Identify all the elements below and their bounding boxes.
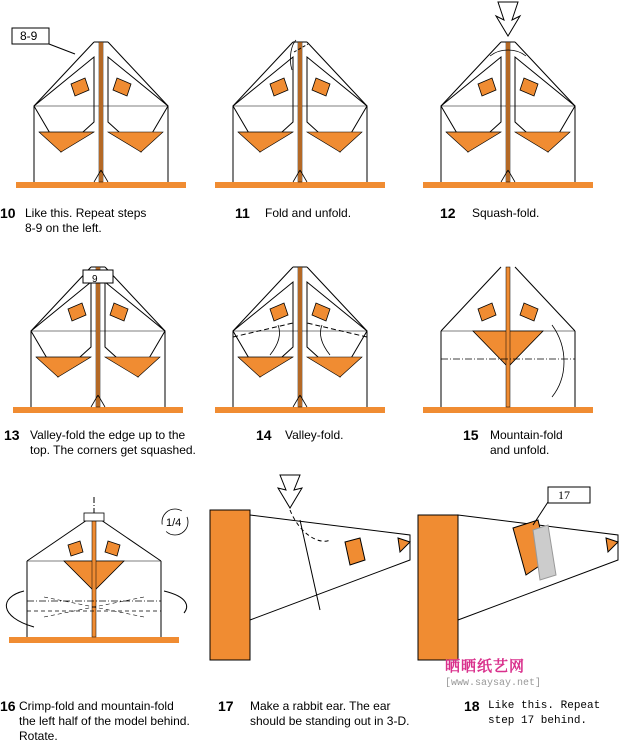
step-15-figure	[423, 267, 593, 413]
step-10-line-1: Like this. Repeat steps	[25, 206, 147, 220]
step-14-number: 14	[256, 427, 272, 443]
step-12-text: Squash-fold.	[472, 206, 540, 220]
step-16-line-3: Rotate.	[19, 729, 58, 743]
step-17-line-2: should be standing out in 3-D.	[250, 714, 410, 728]
step-13-text	[30, 428, 196, 458]
step-10-number: 10	[0, 205, 16, 221]
ref-label-8-9: 8-9	[20, 29, 38, 43]
step-16-line-2: the left half of the model behind.	[19, 714, 190, 728]
watermark-url: [www.saysay.net]	[445, 678, 542, 689]
step-11-number: 11	[235, 205, 250, 221]
step-16-number: 16	[0, 698, 16, 714]
step-12-figure	[423, 2, 593, 188]
step-17-number: 17	[218, 698, 234, 714]
step-10-line-2: 8-9 on the left.	[25, 221, 102, 235]
step-18-text	[488, 699, 600, 729]
step-17-text	[250, 699, 409, 729]
step-15-text	[490, 428, 563, 458]
step-13-line-2: top. The corners get squashed.	[30, 443, 196, 457]
ref-label-9: 9	[92, 274, 98, 285]
step-16-text	[19, 699, 190, 744]
step-15-number: 15	[463, 427, 479, 443]
step-15-line-2: and unfold.	[490, 443, 550, 457]
step-13-number: 13	[4, 427, 20, 443]
step-14-text: Valley-fold.	[285, 428, 344, 442]
step-16-figure	[6, 497, 186, 643]
rotate-label: 1/4	[166, 517, 182, 529]
step-18-number: 18	[464, 698, 480, 714]
ref-label-17: 17	[558, 488, 570, 502]
step-12-number: 12	[440, 205, 456, 221]
step-10-text	[25, 206, 146, 236]
watermark-site-name: 晒晒纸艺网	[445, 657, 526, 675]
step-18-figure	[418, 487, 618, 660]
step-10-figure	[16, 42, 186, 188]
step-17-line-1: Make a rabbit ear. The ear	[250, 699, 391, 713]
step-16-line-1: Crimp-fold and mountain-fold	[19, 699, 174, 713]
step-11-text: Fold and unfold.	[265, 206, 352, 220]
step-13-figure	[13, 267, 183, 413]
step-11-figure	[215, 40, 385, 188]
step-13-line-1: Valley-fold the edge up to the	[30, 428, 186, 442]
step-18-line-1: Like this. Repeat	[488, 700, 601, 712]
step-17-figure	[210, 475, 410, 660]
step-15-line-1: Mountain-fold	[490, 428, 563, 442]
step-14-figure	[215, 267, 385, 413]
watermark	[445, 655, 541, 689]
step-18-line-2: step 17 behind.	[488, 715, 588, 727]
